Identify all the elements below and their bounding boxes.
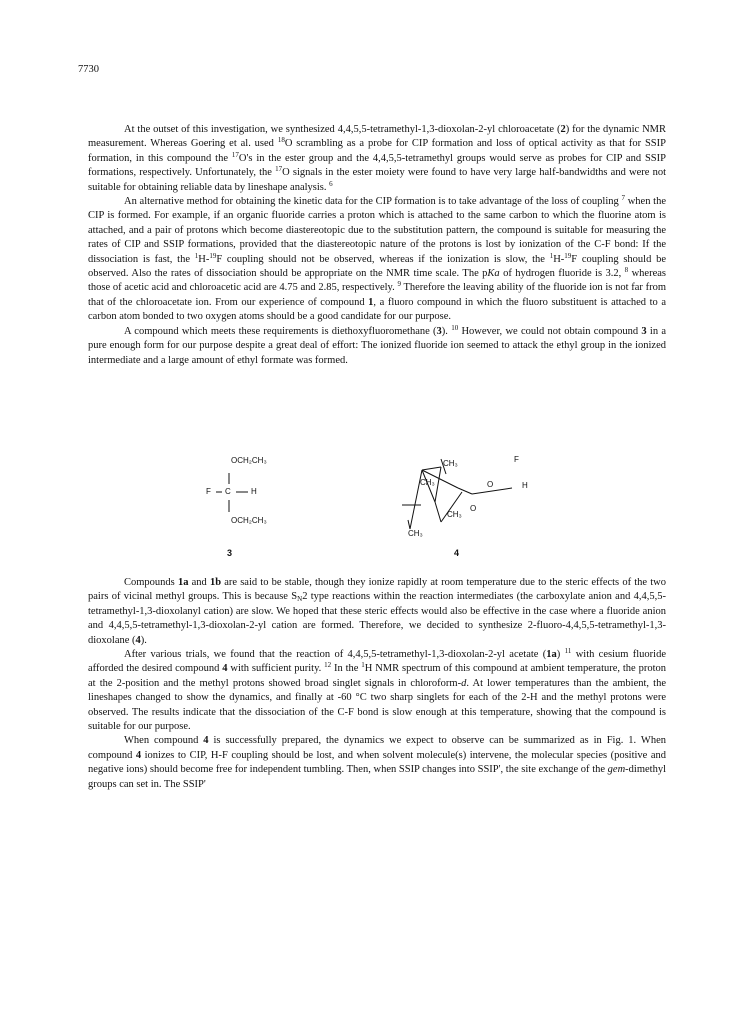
paragraph-2: An alternative method for obtaining the kinetic data for the CIP formation is to take advantage of the loss of coupling $^7$ when the CIP is formed. For example, if an organic fluoride carries a proton which is attached to the same carbon to which the fluorine atom is attached, and a pair of protons which become diastereotopic due to the substitution pattern, the compound is suitable for measuring the rates of CIP and SSIP formations, provided that the diastereotopic nature of the protons is lost by ionization of the C-F bond: If the dissociation is fast, the $^1$H-$^{19}$F coupling should not be observed, whereas if the ionization is slow, the $^1$H-$^{19}$F coupling should be observed. Also the rates of dissociation should be appropriate on the NMR time scale. The pKa of hydrogen fluoride is 3.2, $^8$ whereas those of acetic acid and chloroacetic acid are 4.75 and 2.85, respectively. $^9$ Therefore the leaving ability of the fluoride ion is not far from that of the chloroacetate ion. From our experience of compound 1, a fluoro compound in which the fluoro substituent is attached to a carbon atom bonded to two oxygen atoms should be a good candidate for our purpose. [88, 194, 667, 323]
oxygen-bottom-label: O [470, 504, 477, 513]
methyl-top-label: CH₃ [443, 459, 458, 468]
paragraph-5: After various trials, we found that the reaction of 4,4,5,5-tetramethyl-1,3-dioxolan-2-yl acetate (1a) $^{11}$ with cesium fluoride afforded the desired compound 4 with sufficient purity. $^{12}$ In the $^1$H NMR spectrum of this compound at ambient temperature, the proton at the 2-position and the methyl protons showed broad singlet signals in chloroform-d. At lower temperatures than the ambient, the lineshapes changed to show the dynamics, and finally at -60 °C two sharp singlets for each of the 2-H and the methyl protons were observed. The results indicate that the dissociation of the C-F bond is slow enough at this temperature, showing that the compound is suitable for our purpose. [88, 647, 666, 733]
methyl-left-label: CH₃ [420, 478, 435, 487]
structures-figure [200, 440, 560, 565]
fluorine-label-4: F [514, 455, 519, 464]
paragraph-4: Compounds 1a and 1b are said to be stable, though they ionize rapidly at room temperature due to the steric effects of the two pairs of vicinal methyl groups. This is because $S_N2$ type reactions within the reaction intermediates (the carboxylate anion and 4,4,5,5-tetramethyl-1,3-dioxolanyl cation) are slow. We hoped that these steric effects would also be effective in the case where a fluoride anion and 4,4,5,5-tetramethyl-1,3-dioxolan-2-yl cation are formed. Therefore, we decided to synthesize 2-fluoro-4,4,5,5-tetramethyl-1,3-dioxolane (4). [88, 577, 666, 646]
compound-3-label: 3 [227, 548, 233, 558]
ethoxy-top-label: OCH₂CH₃ [231, 456, 267, 465]
hydrogen-label-4: H [522, 481, 528, 490]
paragraph-3: A compound which meets these requirements is diethoxyfluoromethane (3). $^{10}$ However, we could not obtain compound 3 in a pure enough form for our purpose despite a great deal of effort: The ionized fluoride ion seemed to attack the ethyl group in the ionized intermediate and a large amount of ethyl formate was formed. [88, 323, 667, 366]
body-text-upper [88, 123, 666, 368]
methyl-mid-label: CH₃ [447, 510, 462, 519]
hydrogen-label: H [251, 487, 257, 496]
methyl-bottom-label: CH₃ [408, 529, 423, 538]
carbon-label: C [225, 487, 231, 496]
compound-4-label: 4 [454, 548, 460, 558]
ethoxy-bottom-label: OCH₂CH₃ [231, 516, 267, 525]
fluorine-label: F [206, 487, 211, 496]
paragraph-1: At the outset of this investigation, we synthesized 4,4,5,5-tetramethyl-1,3-dioxolan-2-yl chloroacetate (2) for the dynamic NMR measurement. Whereas Goering et al. used $^{18}$O scrambling as a probe for CIP formation and loss of optical activity as that for SSIP formation, in this compound the $^{17}$O's in the ester group and the 4,4,5,5-tetramethyl groups would serve as probes for CIP and SSIP formations, respectively. Unfortunately, the $^{17}$O signals in the ester moiety were found to have very large half-bandwidths and were not suitable for obtaining reliable data by lineshape analysis. $^6$ [88, 124, 666, 193]
paragraph-6: When compound 4 is successfully prepared, the dynamics we expect to observe can be summarized as in Fig. 1. When compound 4 ionizes to CIP, H-F coupling should be lost, and when solvent molecule(s) intervene, the molecular species (positive and negative ions) should become free for independent tumbling. Then, when SSIP changes into SSIP', the site exchange of the gem-dimethyl groups can set in. The SSIP' [88, 735, 667, 790]
body-text-lower [88, 576, 666, 792]
page-number: 7730 [78, 64, 99, 75]
oxygen-top-label: O [487, 480, 494, 489]
